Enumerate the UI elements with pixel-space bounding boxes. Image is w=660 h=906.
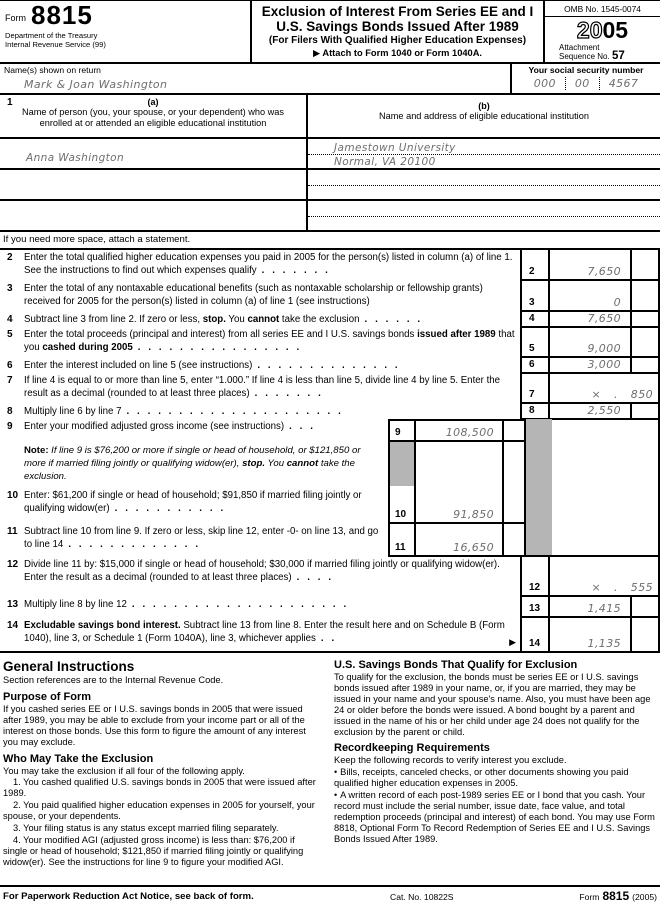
line-text: Enter your modified adjusted gross income (see instructions) [24, 421, 285, 432]
paperwork-notice: For Paperwork Reduction Act Notice, see back of form. [3, 891, 254, 902]
form-line-6 [0, 358, 660, 373]
line-8-amount-field[interactable]: 2,550 [548, 404, 630, 420]
form-line-2 [0, 250, 660, 281]
line-3-amount-field[interactable]: 0 [548, 281, 630, 312]
line-9-amount-field[interactable]: 108,500 [414, 419, 502, 442]
box-number: 7 [520, 373, 548, 404]
institution-address-field[interactable] [308, 217, 660, 230]
line-12-decimal-field[interactable]: × . 555 [548, 557, 660, 597]
catalog-number: Cat. No. 10822S [390, 891, 454, 902]
instructions-paragraph: You may take the exclusion if all four of the following apply. [3, 765, 245, 776]
line-14-amount-field[interactable]: 1,135 [548, 618, 630, 651]
line-9-note: Note: If line 9 is $76,200 or more if single or head of household, or $121,850 or more if married filing jointly or qualifying widow(er), stop. You cannot take the exclusion. [24, 445, 361, 482]
institution-address-field[interactable] [308, 186, 660, 199]
cents-cell [630, 312, 660, 328]
institution-name-field[interactable] [308, 170, 660, 186]
instructions-item: 4. Your modified AGI (adjusted gross income) is less than: $76,200 if single or head of household; $121,850 if married filing jointly or qualifying widow(er). See the instructions for line 9 to figure your modified AGI. [3, 834, 304, 867]
form-line-8 [0, 404, 660, 419]
line-number: 4 [7, 314, 13, 325]
cents-cell [630, 327, 660, 358]
taxpayer-name-field[interactable]: Mark & Joan Washington [24, 78, 168, 91]
line-text: Enter the total proceeds (principal and interest) from all series EE and I U.S. savings bonds issued after 1989 that you cashed during 2005 [24, 329, 515, 353]
institution-name-field[interactable] [308, 201, 660, 217]
line1-number: 1 [7, 97, 13, 108]
dot-leader: . . . . [296, 571, 334, 583]
bonds-qualify-heading: U.S. Savings Bonds That Qualify for Exclusion [334, 659, 578, 671]
cents-cell [630, 618, 660, 651]
dot-leader: . . . . . . . . . . . . . . . . . . . . . [131, 599, 349, 610]
box-number: 4 [520, 312, 548, 328]
instructions-item: 1. You cashed qualified U.S. savings bonds in 2005 that were issued after 1989. [3, 777, 316, 799]
box-number: 5 [520, 327, 548, 358]
line-7-decimal-field[interactable]: × . 850 [548, 373, 660, 404]
col-b-tag: (b) [478, 101, 490, 111]
line-text: Enter the total of any nontaxable educational benefits (such as nontaxable scholarship or fellowship grants) received for 2005 for the person(s) listed in column (a) of line 1 (see instructions) [24, 283, 483, 307]
table-row [0, 201, 660, 232]
line-number: 2 [7, 252, 13, 263]
omb-number: OMB No. 1545-0074 [545, 1, 660, 17]
cents-cell [502, 488, 526, 524]
box-number: 12 [520, 557, 548, 597]
line-number: 5 [7, 329, 13, 340]
line-2-amount-field[interactable]: 7,650 [548, 250, 630, 281]
line-11-amount-field[interactable]: 16,650 [414, 524, 502, 557]
col-a-tag: (a) [147, 97, 159, 107]
line-text: Enter: $61,200 if single or head of household; $91,850 if married filing jointly or qualifying widow(er) [24, 490, 362, 514]
dot-leader: . . . . . . . . . . . [114, 502, 226, 514]
purpose-heading: Purpose of Form [3, 690, 92, 703]
line-number: 9 [7, 421, 13, 432]
form-line-14 [0, 618, 660, 651]
box-number: 8 [520, 404, 548, 420]
form-subtitle: (For Filers With Qualified Higher Education Expenses) [268, 35, 527, 46]
instructions-item: 2. You paid qualified higher education expenses in 2005 for yourself, your spouse, or your dependents. [3, 800, 315, 822]
line-13-amount-field[interactable]: 1,415 [548, 597, 630, 618]
attachment-sequence: Attachment Sequence No. 57 [559, 43, 625, 62]
instructions-paragraph: Keep the following records to verify interest you exclude. [334, 755, 567, 766]
person-name-field[interactable]: Anna Washington [26, 152, 125, 164]
line-number: 12 [7, 559, 19, 570]
box-number: 3 [520, 281, 548, 312]
line-number: 8 [7, 406, 13, 417]
ssn-box [510, 64, 660, 93]
cents-cell [502, 419, 526, 442]
instructions-paragraph: If you cashed series EE or I U.S. savings bonds in 2005 that were issued after 1989, you may be able to exclude from your income part or all of the interest on those bonds. Use this form to figure the amount of any interest you may exclude. [3, 703, 306, 747]
line-number: 6 [7, 360, 13, 371]
form-line-13 [0, 597, 660, 618]
form-footer [0, 885, 660, 906]
ssn-label: Your social security number [528, 65, 644, 75]
col-b-header: Name and address of eligible educational institution [379, 111, 589, 121]
line-text: Excludable savings bond interest. Subtract line 13 from line 8. Enter the result here and on Schedule B (Form 1040), line 3, or Schedule 1 (Form 1040A), line 3, whichever applies [24, 620, 505, 644]
dot-leader: . . . . . . . [261, 264, 331, 276]
line-number: 10 [7, 490, 19, 501]
footer-form-id: Form 8815 (2005) [579, 889, 657, 903]
line-4-amount-field[interactable]: 7,650 [548, 312, 630, 328]
dot-leader: . . . [289, 421, 316, 432]
line-number: 11 [7, 526, 18, 537]
instructions-item: 3. Your filing status is any status except married filing separately. [13, 823, 279, 834]
line-text: Divide line 11 by: $15,000 if single or head of household; $30,000 if married filing jointly or qualifying widow(er). Enter the result as a decimal (rounded to at least three places) [24, 559, 500, 583]
box-number: 9 [388, 419, 414, 442]
shaded-column [526, 419, 552, 557]
box-number: 2 [520, 250, 548, 281]
cents-cell [630, 358, 660, 374]
form-title-line2: U.S. Savings Bonds Issued After 1989 [276, 19, 519, 34]
form-word-label: Form [5, 13, 26, 23]
irs-line: Internal Revenue Service (99) [5, 39, 106, 49]
bullet-icon: • [334, 767, 338, 778]
who-may-take-heading: Who May Take the Exclusion [3, 752, 154, 765]
general-instructions-heading: General Instructions [3, 659, 135, 674]
col-a-header: Name of person (you, your spouse, or your dependent) who was enrolled at or attended an eligible educational institution [22, 107, 284, 128]
line-number: 14 [7, 620, 19, 631]
attach-instruction: ▶ Attach to Form 1040 or Form 1040A. [312, 48, 483, 58]
institution-address-field[interactable]: Normal, VA 20100 [334, 156, 436, 168]
instructions-section [0, 653, 660, 869]
tax-year: 2005 [576, 17, 629, 43]
form-header [0, 0, 660, 64]
cents-cell [502, 524, 526, 557]
line-5-amount-field[interactable]: 9,000 [548, 327, 630, 358]
bullet-icon: • [334, 790, 338, 801]
form-line-5 [0, 327, 660, 358]
instructions-paragraph: Section references are to the Internal Revenue Code. [3, 675, 224, 685]
name-label: Name(s) shown on return [4, 65, 101, 75]
line-number: 3 [7, 283, 13, 294]
line-number: 7 [7, 375, 13, 386]
dot-leader: . . . . . . . . . . . . . [68, 538, 201, 550]
lines-9-to-11-block [0, 419, 660, 557]
form-line-12 [0, 557, 660, 597]
box-number: 6 [520, 358, 548, 374]
line-text: Multiply line 8 by line 12 [24, 599, 127, 610]
institution-name-field[interactable]: Jamestown University [308, 139, 660, 155]
form-line-4 [0, 312, 660, 327]
result-arrow-icon: ▶ [509, 637, 516, 648]
table-row [0, 139, 660, 170]
dot-leader: . . [320, 632, 337, 644]
dot-leader: . . . . . . . [254, 387, 324, 399]
box-number: 13 [520, 597, 548, 618]
box-number: 14 [520, 618, 548, 651]
form-number: 8815 [31, 0, 93, 30]
more-space-note: If you need more space, attach a statement. [0, 232, 660, 250]
line-6-amount-field[interactable]: 3,000 [548, 358, 630, 374]
dot-leader: . . . . . . . . . . . . . . . . . . . . . [126, 406, 344, 417]
cents-cell [630, 404, 660, 420]
form-title-line1: Exclusion of Interest From Series EE and I [261, 4, 534, 19]
cents-cell [630, 281, 660, 312]
box-number: 10 [388, 488, 414, 524]
line-text: Enter the interest included on line 5 (see instructions) [24, 360, 253, 371]
table-row [0, 170, 660, 201]
instructions-paragraph: To qualify for the exclusion, the bonds must be series EE or I U.S. savings bonds issued after 1989 in your name, or, if you are married, they may be issued in your name and your spouse's name. Also, you must have been age 24 or older before the bonds were issued. A bond bought by a parent and issued in the name of his or her child under age 24 does not qualify for the exclusion by the parent or child. [334, 672, 651, 737]
line-text: Enter the total qualified higher education expenses you paid in 2005 for the person(s) listed in column (a) of line 1. See the instructions to find out which expenses qualify [24, 252, 513, 276]
line-text: Multiply line 6 by line 7 [24, 406, 122, 417]
line-text: Subtract line 3 from line 2. If zero or less, stop. You cannot take the exclusion [24, 314, 360, 325]
line-10-amount-field[interactable]: 91,850 [414, 488, 502, 524]
form-line-3 [0, 281, 660, 312]
line-number: 13 [7, 599, 19, 610]
name-ssn-row [0, 64, 660, 95]
box-number: 11 [388, 524, 414, 557]
dot-leader: . . . . . . . . . . . . . . [257, 360, 401, 371]
line-text: If line 4 is equal to or more than line 5, enter “1.000.” If line 4 is less than line 5, divide line 4 by line 5. Enter the result as a decimal (rounded to at least three places) [24, 375, 501, 399]
line1-table-header [0, 95, 660, 139]
dot-leader: . . . . . . . . . . . . . . . . [137, 341, 302, 353]
instructions-bullet: • Bills, receipts, canceled checks, or other documents showing you paid qualified higher education expenses in 2005. [334, 767, 629, 789]
dept-treasury: Department of the Treasury [5, 31, 98, 40]
instructions-bullet: • A written record of each post-1989 series EE or I bond that you cash. Your record must include the serial number, issue date, face value, and total redemption proceeds (principal and interest) of each bond. You may use Form 8818, Optional Form To Record Redemption of Series EE and I U.S. Savings Bonds Issued After 1989. [334, 790, 655, 844]
recordkeeping-heading: Recordkeeping Requirements [334, 742, 490, 755]
line-text: Subtract line 10 from line 9. If zero or less, skip line 12, enter -0- on line 13, and go to line 14 [24, 526, 379, 550]
cents-cell [630, 250, 660, 281]
form-line-7 [0, 373, 660, 404]
shaded-cell [388, 442, 414, 488]
dot-leader: . . . . . . [364, 314, 423, 325]
ssn-field[interactable]: 000 00 4567 [512, 77, 660, 90]
cents-cell [630, 597, 660, 618]
